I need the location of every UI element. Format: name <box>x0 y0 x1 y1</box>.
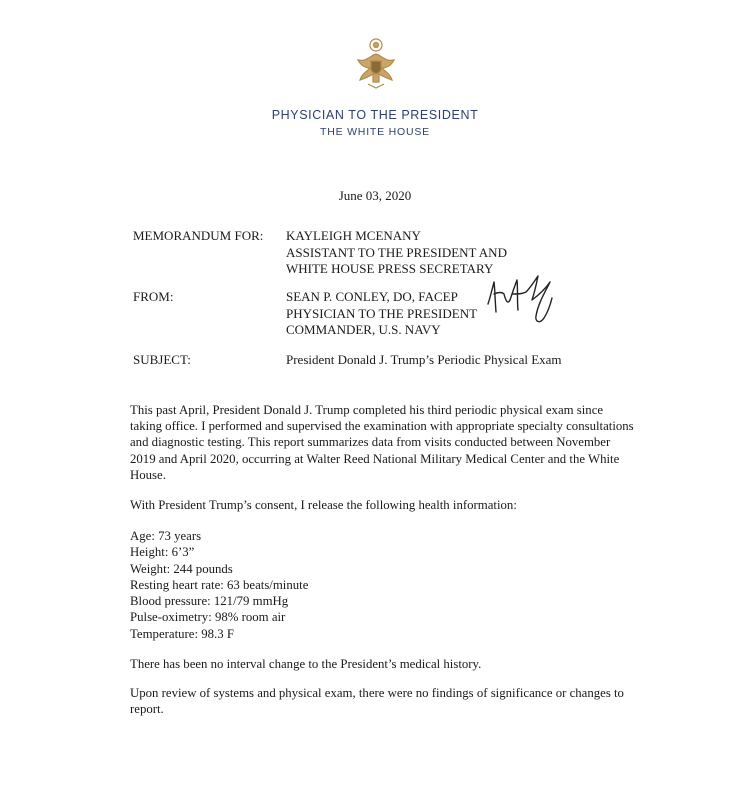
body-paragraph: With President Trump’s consent, I release the following health information: <box>130 498 517 512</box>
memo-date: June 03, 2020 <box>338 188 412 203</box>
stat-weight: Weight: 244 pounds <box>130 561 233 576</box>
recipient-line: ASSISTANT TO THE PRESIDENT AND <box>286 244 507 260</box>
office-subtitle: THE WHITE HOUSE <box>319 126 430 138</box>
sender-line: PHYSICIAN TO THE PRESIDENT <box>286 305 478 321</box>
signature <box>484 268 558 328</box>
stat-temperature: Temperature: 98.3 F <box>130 626 234 641</box>
eagle-seal-icon <box>348 36 404 92</box>
stat-age: Age: 73 years <box>130 529 202 543</box>
recipient-line: WHITE HOUSE PRESS SECRETARY <box>286 261 494 276</box>
stat-pulse-oximetry: Pulse-oximetry: 98% room air <box>130 610 286 625</box>
health-stats-list <box>130 528 308 642</box>
sender-line: COMMANDER, U.S. NAVY <box>286 322 441 337</box>
stat-blood-pressure: Blood pressure: 121/79 mmHg <box>130 594 289 609</box>
from-label: FROM: <box>133 289 174 304</box>
subject-label: SUBJECT: <box>133 352 191 367</box>
body-paragraph: This past April, President Donald J. Trump completed his third periodic physical exam since taking office. I performed and supervised the examination with appropriate specialty consultations and diagnostic testing. This report summarizes data from visits conducted between November 2019 and April 2020, occurring at Walter Reed National Military Medical Center and the White House. <box>130 403 634 482</box>
recipient-line: KAYLEIGH MCENANY <box>286 228 421 243</box>
body-paragraph: Upon review of systems and physical exam, there were no findings of significance or changes to report. <box>130 686 624 717</box>
subject-text: President Donald J. Trump’s Periodic Physical Exam <box>286 352 562 367</box>
sender-line: SEAN P. CONLEY, DO, FACEP <box>286 289 458 304</box>
stat-heart-rate: Resting heart rate: 63 beats/minute <box>130 577 309 592</box>
memorandum-for-label: MEMORANDUM FOR: <box>133 228 264 243</box>
body-paragraph: There has been no interval change to the President’s medical history. <box>130 657 482 671</box>
office-title: PHYSICIAN TO THE PRESIDENT <box>271 108 479 122</box>
stat-height: Height: 6’3” <box>130 545 195 560</box>
